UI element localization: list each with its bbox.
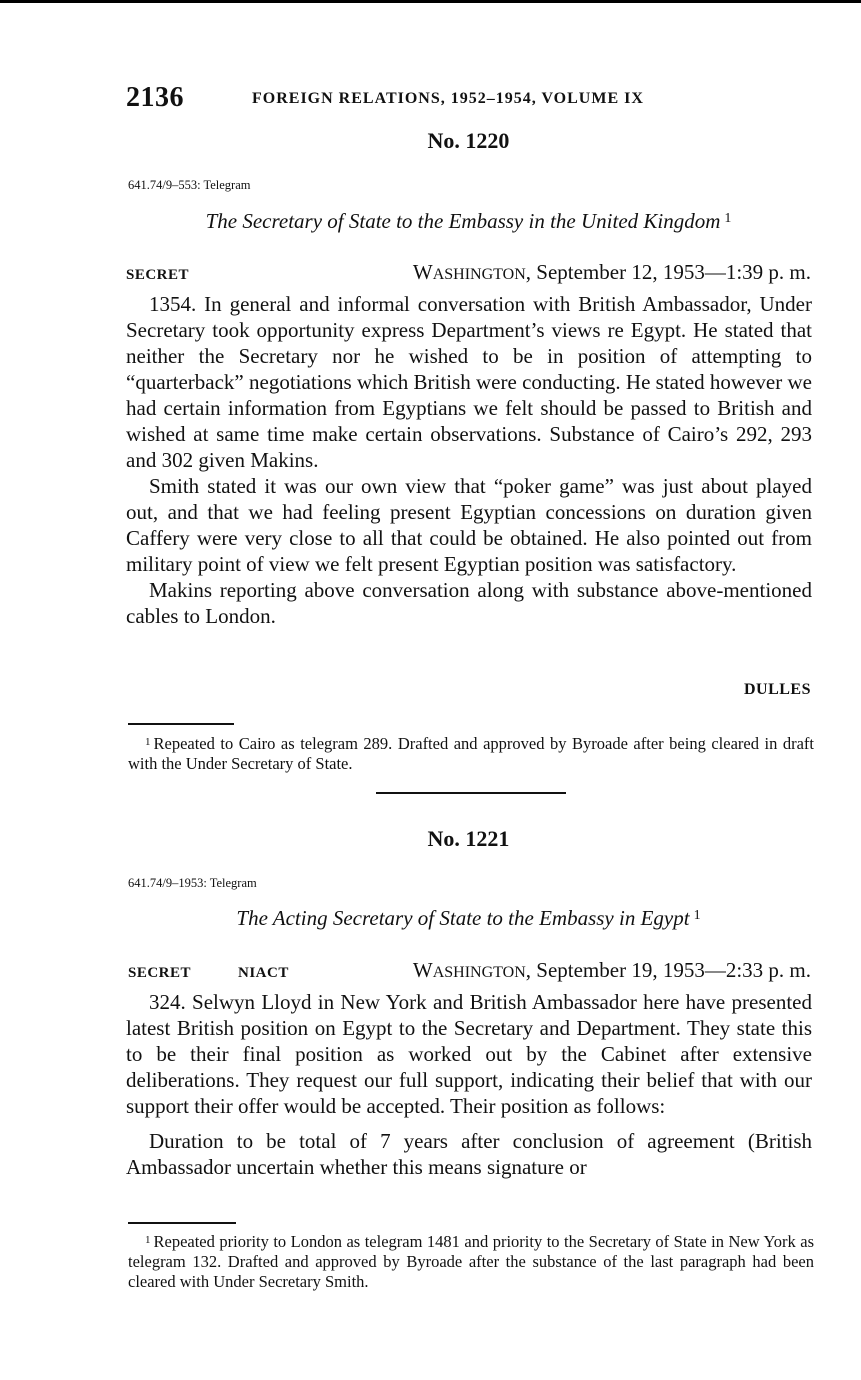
telegram-body — [126, 989, 812, 1180]
footnote-mark: 1 — [145, 1234, 151, 1246]
page-number: 2136 — [126, 82, 184, 113]
classification-label: SECRET — [126, 267, 190, 283]
document-title — [0, 906, 861, 931]
footnote-text: Repeated priority to London as telegram 1481 and priority to the Secretary of State in New York as telegram 132. Drafted and approved by Byroade after the substance of the last paragraph had been cleared with Under Secretary Smith. — [128, 1232, 814, 1291]
file-reference: 641.74/9–553: Telegram — [128, 178, 251, 192]
footnote-reference: 1 — [693, 908, 701, 923]
file-reference: 641.74/9–1953: Telegram — [128, 876, 257, 890]
paragraph: 1354. In general and informal conversation with British Ambassador, Under Secretary took opportunity express Department’s views re Egypt. He stated that neither the Secretary nor he wished to be in position of attempting to “quarterback” negotiations which British were conducting. He stated however we had certain information from Egyptians we felt should be passed to British and wished at same time make certain observations. Substance of Cairo’s 292, 293 and 302 given Makins. — [126, 292, 812, 472]
footnote-mark: 1 — [145, 736, 151, 748]
place-name: ASHINGTON — [432, 964, 526, 981]
precedence-label: NIACT — [238, 965, 289, 981]
signature: DULLES — [743, 681, 811, 698]
telegram-body — [126, 291, 812, 629]
place-initial: W — [412, 260, 433, 284]
document-number: No. 1221 — [427, 826, 510, 851]
footnote — [128, 1230, 814, 1292]
footnote-rule — [128, 1222, 236, 1224]
document-title — [0, 209, 861, 234]
running-head: FOREIGN RELATIONS, 1952–1954, VOLUME IX — [252, 90, 644, 107]
dateline — [413, 260, 811, 285]
document-number: No. 1220 — [427, 128, 510, 153]
footnote — [128, 732, 814, 774]
place-initial: W — [412, 958, 433, 982]
dateline — [413, 958, 811, 983]
paragraph: Duration to be total of 7 years after conclusion of agreement (British Ambassador uncertain whether this means signature or — [126, 1129, 812, 1179]
paragraph: Smith stated it was our own view that “poker game” was just about played out, and that we had feeling present Egyptian concessions on duration given Caffery were very close to all that could be obtained. He also pointed out from military point of view we felt present Egyptian position was satisfactory. — [126, 474, 812, 576]
paragraph: 324. Selwyn Lloyd in New York and British Ambassador here have presented latest British position on Egypt to the Secretary and Department. They state this to be their final position as worked out by the Cabinet after extensive deliberations. They request our full support, indicating their belief that with our support their offer would be accepted. Their position as follows: — [126, 990, 812, 1118]
date-text: , September 19, 1953—2:33 p. m. — [525, 958, 811, 982]
title-text: The Secretary of State to the Embassy in the United Kingdom — [205, 209, 721, 233]
place-name: ASHINGTON — [432, 266, 526, 283]
classification-label: SECRET — [128, 965, 192, 981]
footnote-text: Repeated to Cairo as telegram 289. Drafted and approved by Byroade after being cleared in draft with the Under Secretary of State. — [128, 734, 814, 773]
footnote-reference: 1 — [724, 211, 732, 226]
section-separator — [376, 792, 566, 794]
paragraph: Makins reporting above conversation along with substance above-mentioned cables to London. — [126, 578, 812, 628]
footnote-rule — [128, 723, 234, 725]
date-text: , September 12, 1953—1:39 p. m. — [525, 260, 811, 284]
title-text: The Acting Secretary of State to the Embassy in Egypt — [236, 906, 690, 930]
top-border-rule — [0, 0, 861, 3]
